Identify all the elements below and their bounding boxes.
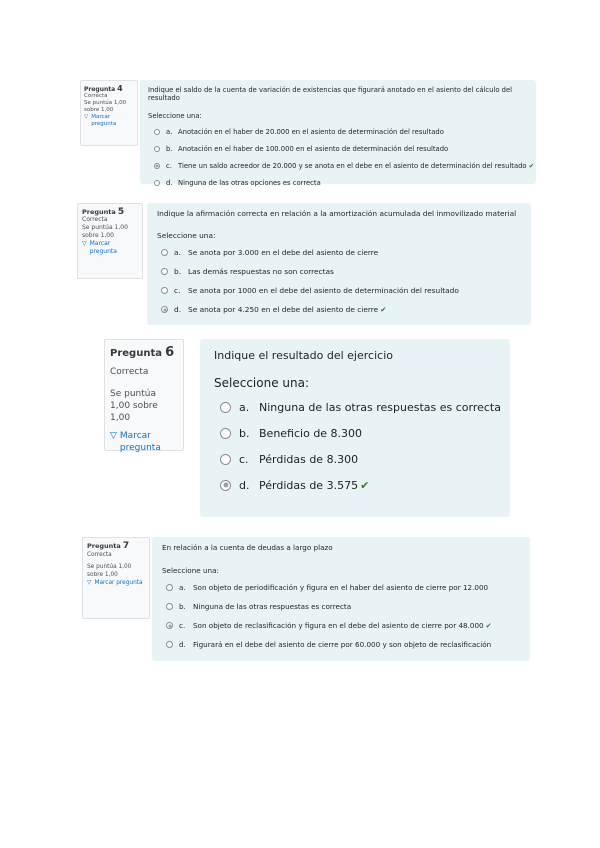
radio-button[interactable] bbox=[220, 402, 231, 413]
answer-option-a[interactable]: a. Ninguna de las otras respuestas es correcta bbox=[214, 394, 496, 420]
radio-button-selected[interactable] bbox=[161, 306, 168, 313]
question-text: Indique el saldo de la cuenta de variación de existencias que figurará anotado en el asiento del cálculo del resultado bbox=[148, 86, 513, 102]
answer-option-c[interactable]: c. Son objeto de reclasificación y figura en el debe del asiento de cierre por 48.000 ✔ bbox=[162, 616, 520, 635]
question-content bbox=[200, 339, 510, 517]
answer-option-c[interactable]: c. Pérdidas de 8.300 bbox=[214, 446, 496, 472]
question-title: Pregunta 5 bbox=[82, 207, 125, 217]
correct-check-icon: ✔ bbox=[360, 478, 370, 492]
correct-check-icon: ✔ bbox=[528, 161, 535, 170]
answer-option-b[interactable]: b. Beneficio de 8.300 bbox=[214, 420, 496, 446]
answer-option-a[interactable]: a. Anotación en el haber de 20.000 en el asiento de determinación del resultado bbox=[148, 123, 528, 140]
flag-question-link[interactable]: ▽ Marcar pregunta bbox=[87, 580, 143, 586]
question-text: En relación a la cuenta de deudas a largo plazo bbox=[162, 543, 333, 552]
question-grade: Se puntúa 1,00 sobre 1,00 bbox=[84, 100, 127, 113]
flag-icon: ▽ bbox=[82, 240, 87, 247]
answer-option-d[interactable]: d. Figurará en el debe del asiento de cierre por 60.000 y son objeto de reclasificación bbox=[162, 635, 520, 654]
answer-prompt: Seleccione una: bbox=[162, 566, 219, 575]
question-grade: Se puntúa 1,00 sobre 1,00 bbox=[110, 389, 158, 423]
radio-button[interactable] bbox=[161, 249, 168, 256]
flag-icon: ▽ bbox=[84, 114, 89, 120]
answer-option-d[interactable]: d. Pérdidas de 3.575 ✔ bbox=[214, 472, 496, 498]
question-content bbox=[147, 203, 531, 325]
answer-option-b[interactable]: b. Las demás respuestas no son correctas bbox=[157, 262, 521, 281]
radio-button[interactable] bbox=[154, 180, 160, 186]
radio-button[interactable] bbox=[154, 129, 160, 135]
question-content bbox=[140, 80, 536, 187]
question-title: Pregunta 4 bbox=[84, 84, 123, 93]
correct-check-icon: ✔ bbox=[485, 621, 492, 630]
radio-button-selected[interactable] bbox=[220, 480, 231, 491]
radio-button[interactable] bbox=[166, 603, 173, 610]
radio-button[interactable] bbox=[166, 584, 173, 591]
correct-check-icon: ✔ bbox=[380, 305, 387, 314]
flag-icon: ▽ bbox=[87, 580, 92, 586]
radio-button-selected[interactable] bbox=[154, 163, 160, 169]
question-text: Indique el resultado del ejercicio bbox=[214, 349, 393, 362]
answer-option-a[interactable]: a. Son objeto de periodificación y figura en el haber del asiento de cierre por 12.000 bbox=[162, 578, 520, 597]
flag-question-link[interactable]: ▽ Marcar pregunta bbox=[84, 114, 117, 127]
answer-option-b[interactable]: b. Ninguna de las otras respuestas es correcta bbox=[162, 597, 520, 616]
answer-option-d[interactable]: d. Ninguna de las otras opciones es correcta bbox=[148, 174, 528, 191]
answer-prompt: Seleccione una: bbox=[148, 112, 202, 120]
answer-option-c[interactable]: c. Tiene un saldo acreedor de 20.000 y se anota en el debe en el asiento de determinación del resultado ✔ bbox=[148, 157, 528, 174]
radio-button[interactable] bbox=[161, 287, 168, 294]
question-state: Correcta bbox=[110, 367, 149, 377]
question-state: Correcta bbox=[82, 216, 108, 223]
question-info bbox=[80, 80, 138, 146]
question-text: Indique la afirmación correcta en relación a la amortización acumulada del inmovilizado material bbox=[157, 209, 517, 218]
question-content bbox=[152, 537, 530, 661]
question-grade: Se puntúa 1,00 sobre 1,00 bbox=[82, 224, 128, 239]
answer-prompt: Seleccione una: bbox=[157, 231, 216, 240]
question-state: Correcta bbox=[84, 93, 108, 99]
flag-question-link[interactable]: ▽ Marcar pregunta bbox=[110, 431, 161, 453]
answer-option-a[interactable]: a. Se anota por 3.000 en el debe del asiento de cierre bbox=[157, 243, 521, 262]
answer-option-d[interactable]: d. Se anota por 4.250 en el debe del asiento de cierre ✔ bbox=[157, 300, 521, 319]
answer-prompt: Seleccione una: bbox=[214, 376, 309, 390]
flag-icon: ▽ bbox=[110, 431, 117, 441]
question-title: Pregunta 7 bbox=[87, 541, 130, 551]
radio-button[interactable] bbox=[220, 428, 231, 439]
answer-option-c[interactable]: c. Se anota por 1000 en el debe del asiento de determinación del resultado bbox=[157, 281, 521, 300]
question-state: Correcta bbox=[87, 552, 112, 558]
radio-button[interactable] bbox=[161, 268, 168, 275]
question-info bbox=[77, 203, 143, 279]
question-grade: Se puntúa 1,00 sobre 1,00 bbox=[87, 564, 132, 578]
question-title: Pregunta 6 bbox=[110, 345, 175, 360]
question-info bbox=[82, 537, 150, 619]
radio-button[interactable] bbox=[220, 454, 231, 465]
answer-option-b[interactable]: b. Anotación en el haber de 100.000 en el asiento de determinación del resultado bbox=[148, 140, 528, 157]
radio-button[interactable] bbox=[166, 641, 173, 648]
radio-button-selected[interactable] bbox=[166, 622, 173, 629]
question-info bbox=[104, 339, 184, 451]
flag-question-link[interactable]: ▽ Marcar pregunta bbox=[82, 240, 117, 255]
radio-button[interactable] bbox=[154, 146, 160, 152]
